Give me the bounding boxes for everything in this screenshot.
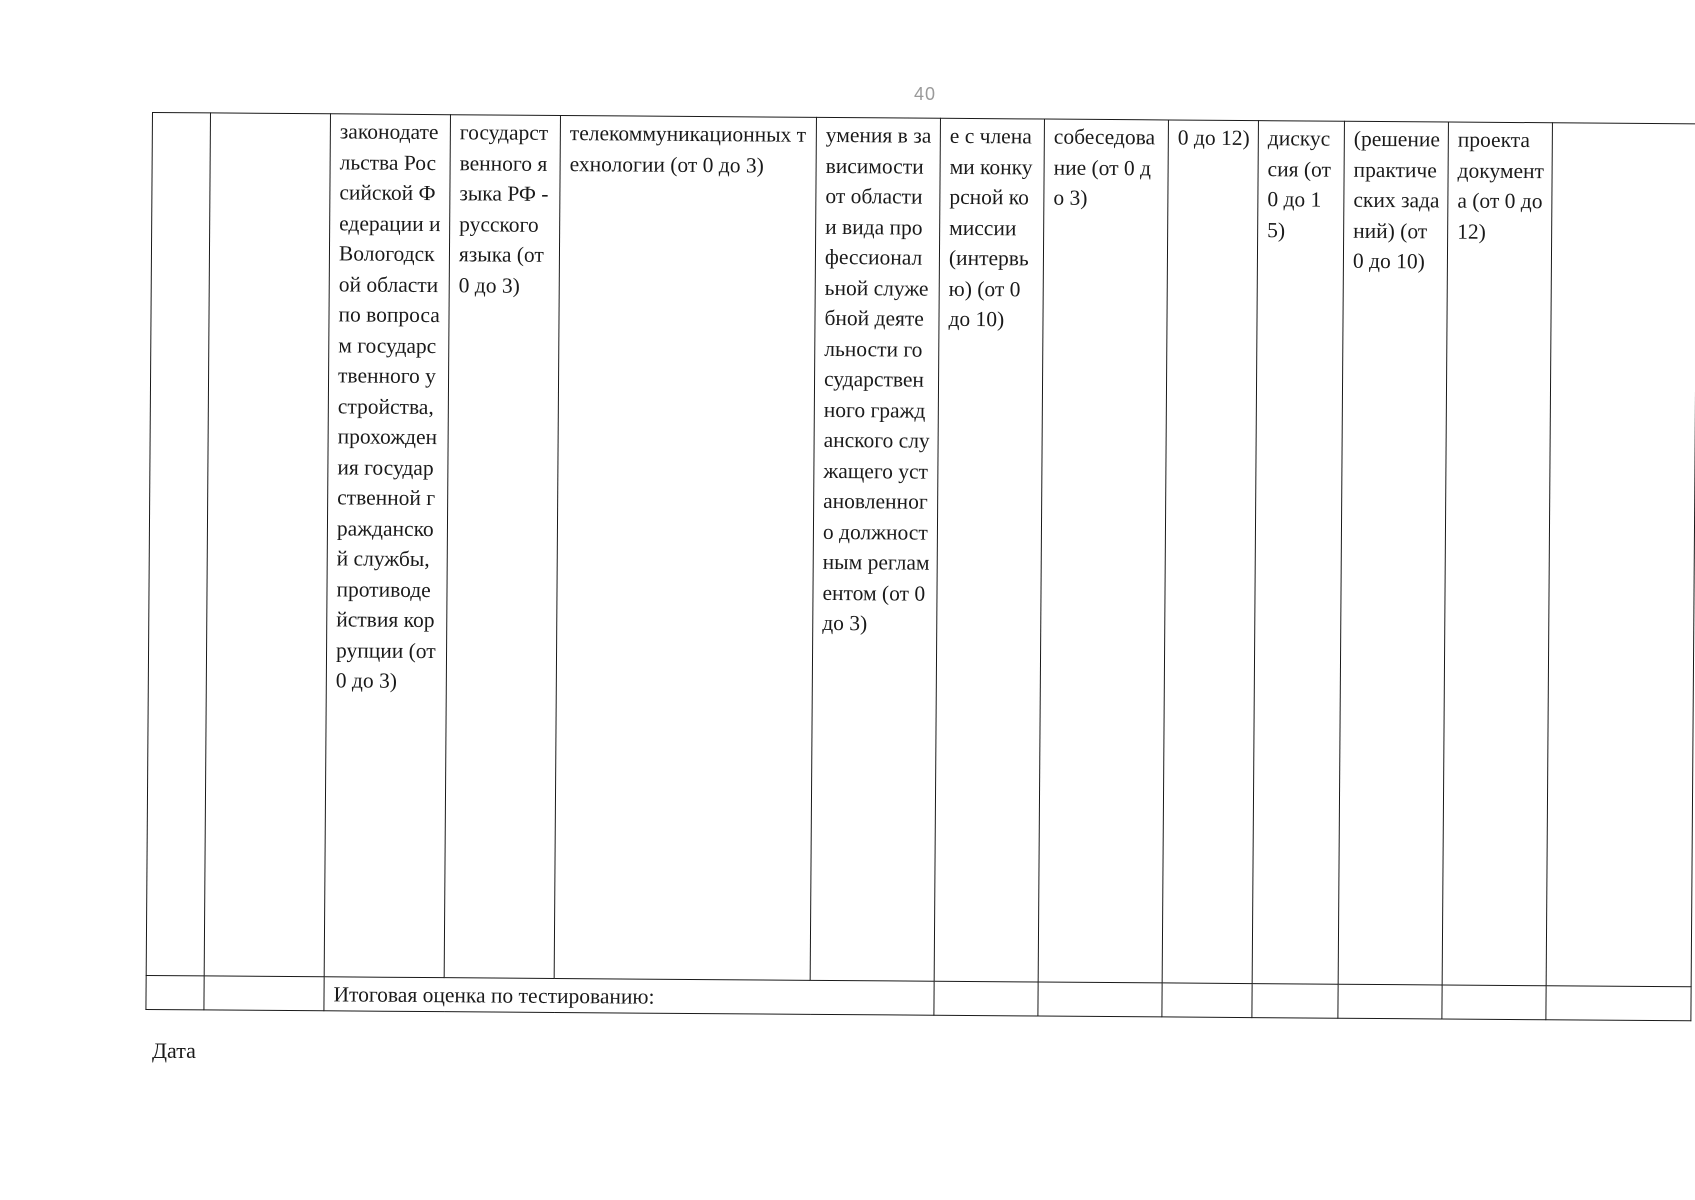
total-cell-interview xyxy=(934,981,1038,1015)
date-label: Дата xyxy=(152,1038,196,1063)
table-cell-document-draft: проекта документа (от 0 до 12) xyxy=(1442,122,1552,986)
table-cell-number xyxy=(146,113,210,976)
table-cell-score-12: 0 до 12) xyxy=(1162,120,1258,984)
table-cell-total xyxy=(1546,123,1695,987)
table-cell-professional-skills: умения в зависимости от области и вида профессиональной служебной деятельности государственного гражданского служащего установленного должностным регламентом (от 0 до 3) xyxy=(810,117,940,981)
total-cell-candidate xyxy=(204,976,324,1010)
table-cell-candidate xyxy=(204,113,330,977)
table-cell-legislation-knowledge: законодательства Российской Федерации и Вологодской области по вопросам государственного устройства, прохождения государственной гражданской службы, противодействия коррупции (от 0 до 3) xyxy=(324,114,450,978)
table-cell-practical-tasks: (решение практических заданий) (от 0 до 10) xyxy=(1338,121,1448,985)
total-cell-conversation xyxy=(1038,982,1162,1016)
total-label: Итоговая оценка по тестированию: xyxy=(324,977,934,1015)
table-cell-telecom-technologies: телекоммуникационных технологии (от 0 до 3) xyxy=(554,115,816,980)
assessment-table xyxy=(145,112,1695,1023)
table-row xyxy=(146,113,1695,987)
total-cell-practical-tasks xyxy=(1338,984,1442,1018)
total-cell-document-draft xyxy=(1442,985,1546,1019)
table-cell-discussion: дискуссия (от 0 до 15) xyxy=(1252,121,1344,985)
table-cell-state-language: государственного языка РФ - русского языка (от 0 до 3) xyxy=(444,115,560,979)
total-cell-number xyxy=(146,975,204,1009)
table-cell-interview: е с членами конкурсной комиссии (интервью) (от 0 до 10) xyxy=(934,118,1044,982)
total-cell-discussion xyxy=(1252,984,1338,1018)
page-number: 40 xyxy=(913,84,937,104)
table-cell-conversation: собеседование (от 0 до 3) xyxy=(1038,119,1168,983)
total-cell-score-12 xyxy=(1162,983,1252,1017)
total-cell-total xyxy=(1546,986,1691,1021)
